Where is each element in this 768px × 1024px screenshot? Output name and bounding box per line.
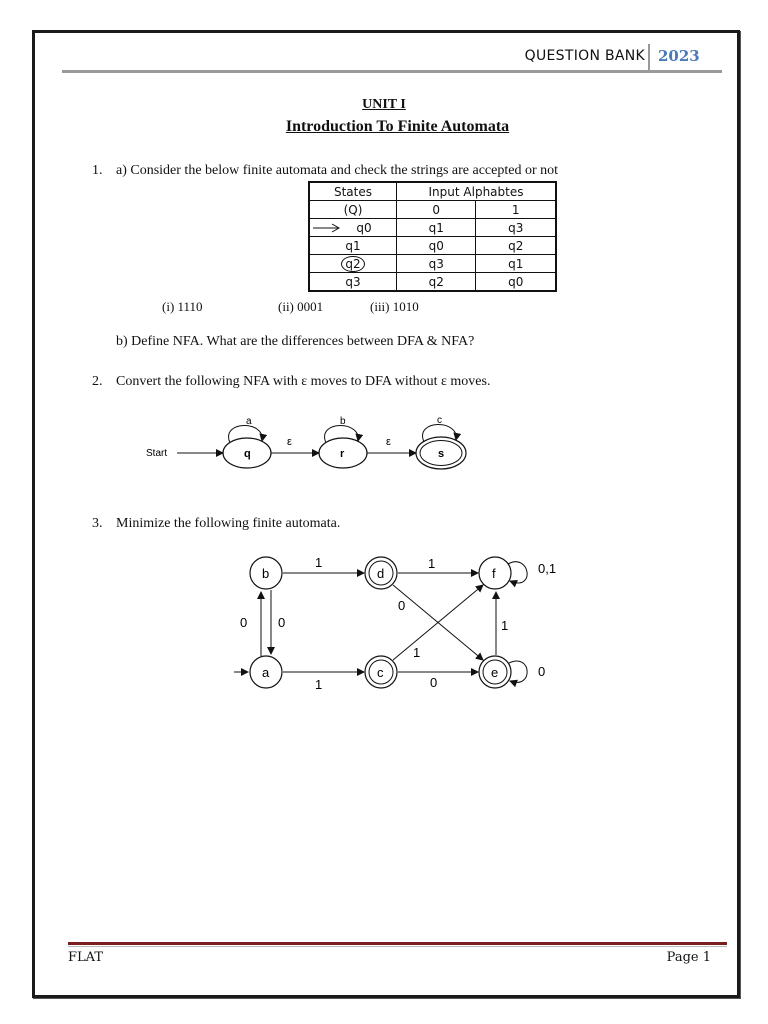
edge-label: 0 <box>538 664 546 679</box>
table-state: q0 <box>356 220 372 235</box>
q3-number: 3. <box>92 516 103 531</box>
edge-label: 0,1 <box>538 561 557 576</box>
footer-subject: FLAT <box>68 950 104 965</box>
table-sub-input-0: 0 <box>397 201 476 219</box>
table-state-final: q2 <box>341 256 364 272</box>
start-arrow-icon <box>312 222 342 234</box>
footer-rule-thin <box>68 946 727 947</box>
table-header-states: States <box>309 182 397 201</box>
q1-part-a: a) Consider the below finite automata and check the strings are accepted or not <box>116 163 558 178</box>
edge-label: 0 <box>240 615 248 630</box>
edge-label: 0 <box>278 615 286 630</box>
table-sub-input-1: 1 <box>476 201 556 219</box>
table-cell: q3 <box>476 219 556 237</box>
state-label: e <box>491 665 499 680</box>
state-label: q <box>244 448 251 460</box>
state-label: d <box>377 566 385 581</box>
header-separator <box>648 44 650 70</box>
table-row <box>309 273 556 292</box>
state-label: c <box>377 665 384 680</box>
q3-text: Minimize the following finite automata. <box>116 516 341 531</box>
table-cell: q2 <box>476 237 556 255</box>
footer-page-number: Page 1 <box>666 950 711 965</box>
edge-label: 1 <box>315 555 323 570</box>
table-header-inputs: Input Alphabtes <box>397 182 557 201</box>
table-state: q1 <box>309 237 397 255</box>
state-label: r <box>340 448 345 460</box>
state-label: b <box>262 566 270 581</box>
table-row <box>309 219 556 237</box>
table-cell: q0 <box>476 273 556 292</box>
table-row <box>309 237 556 255</box>
table-state: q3 <box>309 273 397 292</box>
edge-label: 1 <box>413 645 421 660</box>
header-title: QUESTION BANK <box>524 48 645 64</box>
nfa-diagram <box>140 408 480 478</box>
q2-number: 2. <box>92 374 103 389</box>
table-cell: q1 <box>476 255 556 273</box>
header-year: 2023 <box>658 47 700 65</box>
state-label: f <box>492 566 496 581</box>
q1-number: 1. <box>92 163 103 178</box>
table-cell: q3 <box>397 255 476 273</box>
loop-label: c <box>437 415 442 426</box>
page-title: Introduction To Finite Automata <box>285 118 510 135</box>
epsilon-label: ε <box>386 436 391 448</box>
q1-part-b: b) Define NFA. What are the differences between DFA & NFA? <box>116 334 475 349</box>
epsilon-label: ε <box>287 436 292 448</box>
table-row <box>309 255 556 273</box>
table-sub-state: (Q) <box>309 201 397 219</box>
state-label: s <box>438 448 445 460</box>
loop-label: b <box>340 416 346 427</box>
option-iii: (iii) 1010 <box>370 299 419 314</box>
dfa-diagram <box>230 548 570 696</box>
edge-label: 0 <box>398 598 406 613</box>
edge-label: 0 <box>430 675 438 690</box>
option-ii: (ii) 0001 <box>278 299 324 314</box>
header-rule <box>62 70 722 73</box>
edge-label: 1 <box>501 618 509 633</box>
table-cell: q2 <box>397 273 476 292</box>
q2-text: Convert the following NFA with ε moves to DFA without ε moves. <box>116 374 491 389</box>
edge-label: 1 <box>428 556 436 571</box>
table-cell: q0 <box>397 237 476 255</box>
unit-heading: UNIT I <box>362 97 406 112</box>
loop-label: a <box>246 416 252 427</box>
state-label: a <box>262 665 270 680</box>
transition-table <box>308 181 557 292</box>
edge-label: 1 <box>315 677 323 692</box>
option-i: (i) 1110 <box>162 299 203 314</box>
table-cell: q1 <box>397 219 476 237</box>
footer-rule <box>68 942 727 945</box>
start-label: Start <box>146 448 168 459</box>
